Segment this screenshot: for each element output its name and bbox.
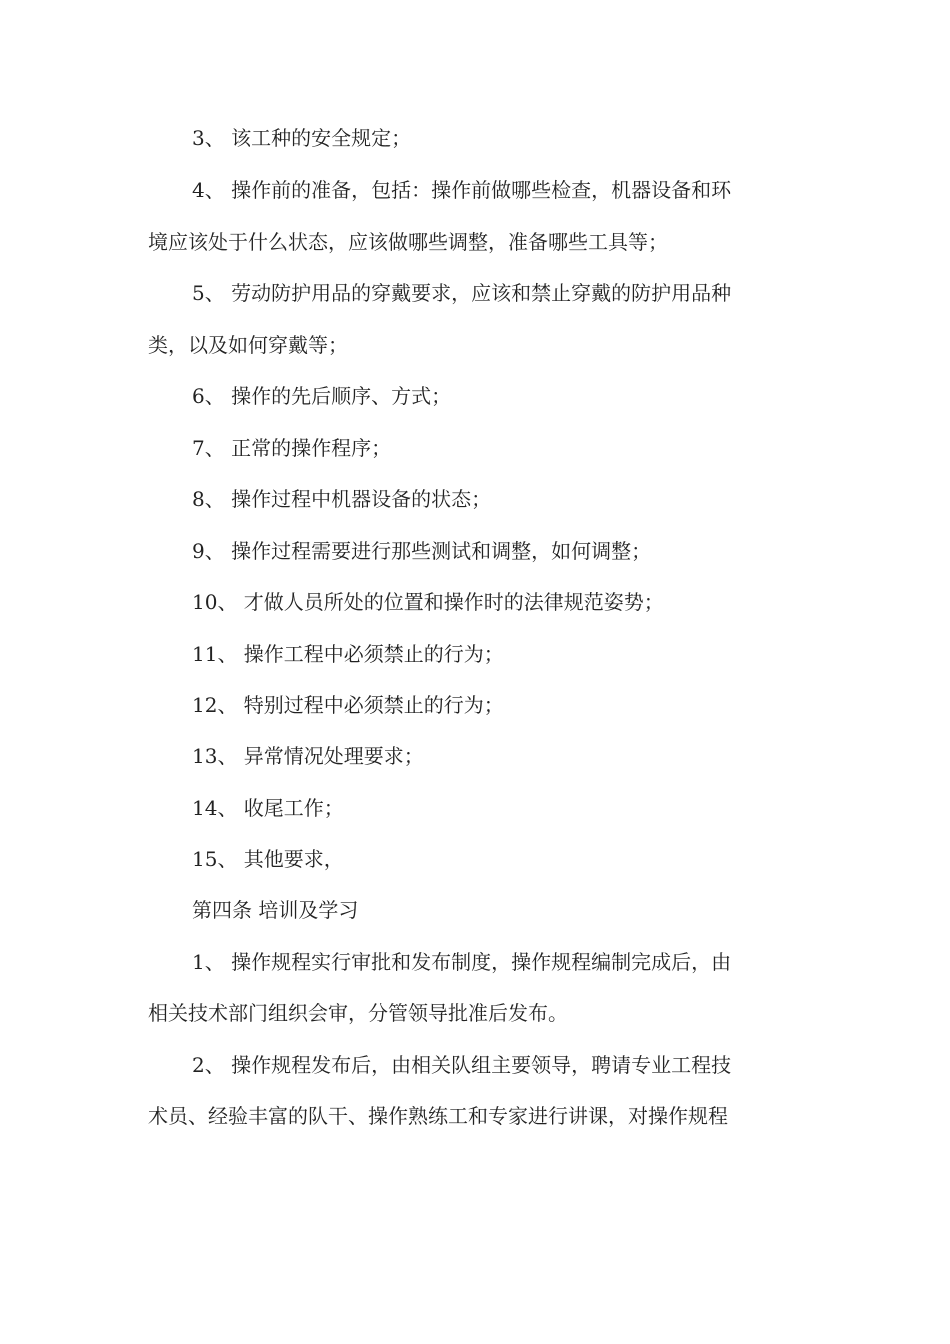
item-5-text-line-1: 5、 劳动防护用品的穿戴要求，应该和禁止穿戴的防护用品种 bbox=[192, 281, 732, 305]
item-13-text: 13、 异常情况处理要求； bbox=[192, 744, 424, 768]
section-heading: 第四条 培训及学习 bbox=[192, 898, 359, 922]
section-item-2-text-line-1: 2、 操作规程发布后，由相关队组主要领导，聘请专业工程技 bbox=[192, 1053, 732, 1077]
section-item-2-text-line-2: 术员、经验丰富的队干、操作熟练工和专家进行讲课，对操作规程 bbox=[148, 1104, 728, 1128]
item-4-text-line-1: 4、 操作前的准备，包括：操作前做哪些检查，机器设备和环 bbox=[192, 178, 732, 202]
item-5-text-line-2: 类，以及如何穿戴等； bbox=[148, 333, 348, 357]
item-15-text: 15、 其他要求， bbox=[192, 847, 344, 871]
item-7-text: 7、 正常的操作程序； bbox=[192, 436, 392, 460]
item-6-text: 6、 操作的先后顺序、方式； bbox=[192, 384, 452, 408]
item-14-text: 14、 收尾工作； bbox=[192, 796, 344, 820]
section-item-1-text-line-1: 1、 操作规程实行审批和发布制度，操作规程编制完成后，由 bbox=[192, 950, 732, 974]
item-4-text-line-2: 境应该处于什么状态，应该做哪些调整，准备哪些工具等； bbox=[148, 230, 668, 254]
item-11-text: 11、 操作工程中必须禁止的行为； bbox=[192, 642, 504, 666]
item-8-text: 8、 操作过程中机器设备的状态； bbox=[192, 487, 492, 511]
section-item-1-text-line-2: 相关技术部门组织会审，分管领导批准后发布。 bbox=[148, 1001, 568, 1025]
item-9-text: 9、 操作过程需要进行那些测试和调整，如何调整； bbox=[192, 539, 652, 563]
item-12-text: 12、 特别过程中必须禁止的行为； bbox=[192, 693, 504, 717]
item-10-text: 10、 才做人员所处的位置和操作时的法律规范姿势； bbox=[192, 590, 664, 614]
item-3-text: 3、 该工种的安全规定； bbox=[192, 126, 412, 150]
